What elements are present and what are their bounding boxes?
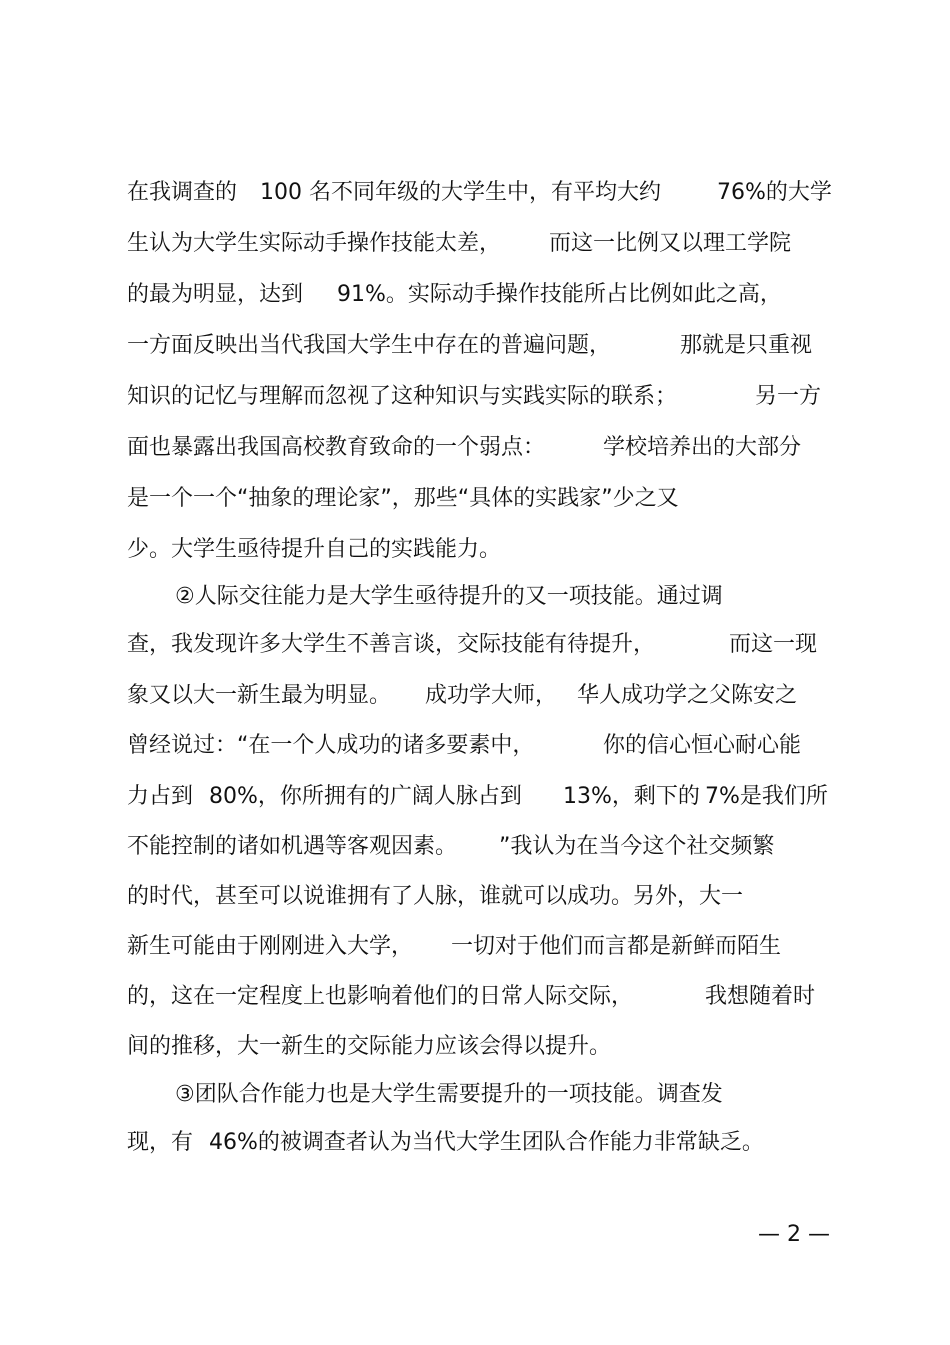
text-line (127, 482, 827, 516)
text-segment: 曾经说过：“在一个人成功的诸多要素中， (127, 733, 535, 758)
text-segment: 生认为大学生实际动手操作技能太差， (127, 231, 502, 256)
text-line (127, 431, 827, 465)
text-segment: 的时代，甚至可以说谁拥有了人脉，谁就可以成功。另外，大一 (127, 884, 744, 909)
text-segment: 46%的被调查者认为当代大学生团队合作能力非常缺乏。 (209, 1130, 764, 1155)
text-segment: 象又以大一新生最为明显。 (127, 683, 392, 708)
text-segment: 100 名不同年级的大学生中，有平均大约 (260, 180, 661, 205)
text-segment: 知识的记忆与理解而忽视了这种知识与实践实际的联系； (127, 384, 678, 409)
text-segment: 新生可能由于刚刚进入大学， (127, 934, 414, 959)
text-segment: 那就是只重视 (680, 333, 813, 358)
text-segment: 学校培养出的大部分 (603, 435, 802, 460)
text-line (127, 830, 827, 864)
text-segment: 而这一现 (729, 632, 818, 657)
text-segment: 成功学大师， (425, 683, 558, 708)
text-segment: 你的信心恒心耐心能 (603, 733, 802, 758)
text-line (127, 533, 827, 567)
text-segment: ③团队合作能力也是大学生需要提升的一项技能。调查发 (175, 1082, 723, 1107)
text-segment: 不能控制的诸如机遇等客观因素。 (127, 834, 458, 859)
text-segment: 华人成功学之父陈安之 (577, 683, 798, 708)
text-segment: 现，有 (127, 1130, 194, 1155)
text-segment: 少。大学生亟待提升自己的实践能力。 (127, 537, 502, 562)
text-line (127, 729, 827, 763)
text-segment: 面也暴露出我国高校教育致命的一个弱点： (127, 435, 546, 460)
text-segment: 在我调查的 (127, 180, 238, 205)
text-line (127, 329, 827, 363)
text-segment: ②人际交往能力是大学生亟待提升的又一项技能。通过调 (175, 584, 723, 609)
text-line (127, 1030, 827, 1064)
text-segment: 一方面反映出当代我国大学生中存在的普遍问题， (127, 333, 612, 358)
text-segment: 另一方 (755, 384, 822, 409)
text-segment: 力占到 (127, 784, 194, 809)
text-line (127, 380, 827, 414)
text-segment: ”我认为在当今这个社交频繁 (499, 834, 775, 859)
text-segment: 13%，剩下的 (563, 784, 700, 809)
text-line (127, 1078, 827, 1112)
text-line (127, 1126, 827, 1160)
text-line (127, 980, 827, 1014)
text-segment: 一切对于他们而言都是新鲜而陌生 (451, 934, 782, 959)
text-line (127, 176, 832, 210)
text-line (127, 227, 827, 261)
text-segment: 间的推移，大一新生的交际能力应该会得以提升。 (127, 1034, 612, 1059)
text-line (127, 628, 827, 662)
text-segment: 7%是我们所 (705, 784, 828, 809)
text-segment: 76%的大学 (717, 180, 832, 205)
text-line (127, 679, 827, 713)
text-segment: 而这一比例又以理工学院 (549, 231, 792, 256)
text-segment: 的，这在一定程度上也影响着他们的日常人际交际， (127, 984, 634, 1009)
text-segment: 的最为明显，达到 (127, 282, 304, 307)
text-segment: 91%。实际动手操作技能所占比例如此之高， (337, 282, 782, 307)
text-segment: 80%，你所拥有的广阔人脉占到 (209, 784, 522, 809)
text-segment: 是一个一个“抽象的理论家”，那些“具体的实践家”少之又 (127, 486, 679, 511)
text-line (127, 278, 827, 312)
text-line (127, 780, 827, 814)
text-line (127, 580, 827, 614)
text-segment: 查，我发现许多大学生不善言谈，交际技能有待提升， (127, 632, 656, 657)
text-segment: 我想随着时 (705, 984, 816, 1009)
text-line (127, 880, 827, 914)
text-line (127, 930, 827, 964)
page-number: — 2 — (758, 1222, 830, 1247)
